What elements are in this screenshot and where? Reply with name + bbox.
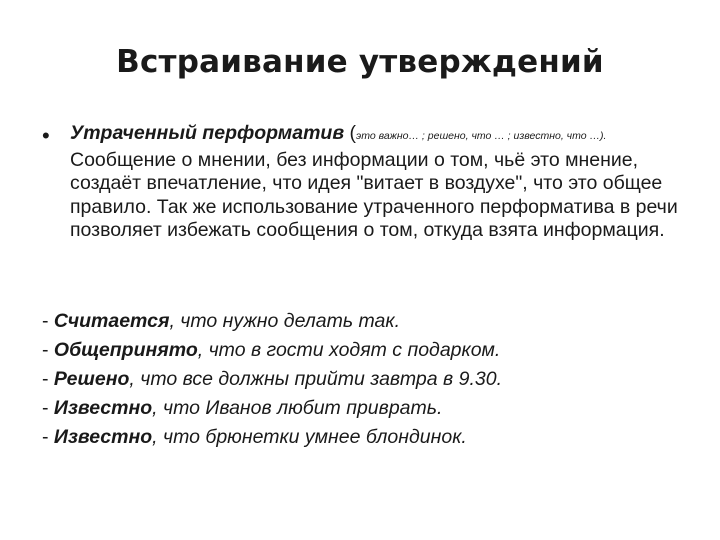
example-line bbox=[42, 423, 682, 452]
bullet-item bbox=[42, 122, 678, 243]
example-line bbox=[42, 336, 682, 365]
example-dash: - bbox=[42, 310, 54, 332]
example-keyword: Известно bbox=[53, 426, 153, 448]
bullet-text bbox=[70, 122, 678, 243]
example-dash: - bbox=[42, 397, 54, 419]
slide-title: Встраивание утверждений bbox=[116, 44, 604, 80]
example-dash: - bbox=[42, 426, 54, 448]
example-keyword: Общепринято bbox=[53, 339, 198, 361]
example-rest: , что в гости ходят с подарком. bbox=[197, 339, 501, 361]
example-line bbox=[42, 394, 682, 423]
bullet-term: Утраченный перформатив bbox=[70, 122, 345, 144]
example-line bbox=[42, 307, 682, 336]
example-dash: - bbox=[42, 368, 54, 390]
example-keyword: Решено bbox=[53, 368, 130, 390]
bullet-marker: • bbox=[42, 123, 50, 148]
example-rest: , что все должны прийти завтра в 9.30. bbox=[129, 368, 502, 390]
example-rest: , что брюнетки умнее блондинок. bbox=[152, 426, 467, 448]
bullet-body: Сообщение о мнении, без информации о том, чьё это мнение, создаёт впечатление, что идея "витает в воздухе", что это общее правило. Так же использование утраченного перформатива в речи позволяет избежать сообщения о том, откуда взята информация. bbox=[70, 148, 678, 241]
example-rest: , что нужно делать так. bbox=[169, 310, 401, 332]
example-dash: - bbox=[42, 339, 54, 361]
example-keyword: Известно bbox=[53, 397, 153, 419]
examples-list bbox=[42, 307, 682, 452]
example-keyword: Считается bbox=[53, 310, 170, 332]
bullet-examples-inline: это важно… ; решено, что … ; известно, что …). bbox=[356, 130, 607, 142]
example-rest: , что Иванов любит приврать. bbox=[152, 397, 443, 419]
bullet-paren-open: ( bbox=[344, 122, 357, 144]
example-line bbox=[42, 365, 682, 394]
